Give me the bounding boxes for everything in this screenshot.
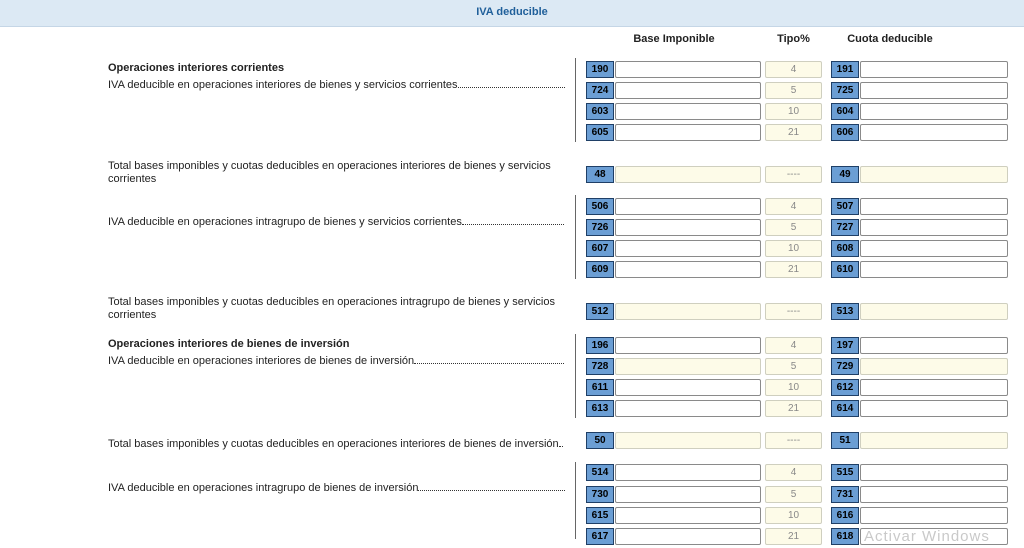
box-code: 730 xyxy=(586,486,614,503)
box-code: 190 xyxy=(586,61,614,78)
box-code: 607 xyxy=(586,240,614,257)
box-code: 48 xyxy=(586,166,614,183)
cuota-deducible-input[interactable] xyxy=(860,464,1008,481)
total-description: Total bases imponibles y cuotas deducibles en operaciones interiores de bienes de inversión xyxy=(108,438,563,451)
total-cuota-field xyxy=(860,303,1008,320)
box-code: 731 xyxy=(831,486,859,503)
box-code: 724 xyxy=(586,82,614,99)
section-description: IVA deducible en operaciones interiores de bienes y servicios corrientes xyxy=(108,79,565,92)
tipo-field: 10 xyxy=(765,103,822,120)
cuota-deducible-input[interactable] xyxy=(860,261,1008,278)
box-code: 49 xyxy=(831,166,859,183)
tipo-field: 5 xyxy=(765,82,822,99)
tipo-field: 4 xyxy=(765,337,822,354)
tipo-field: 21 xyxy=(765,261,822,278)
box-code: 609 xyxy=(586,261,614,278)
table-row xyxy=(0,464,1024,484)
tipo-field: 5 xyxy=(765,358,822,375)
total-cuota-field xyxy=(860,432,1008,449)
table-row xyxy=(0,400,1024,420)
table-row xyxy=(0,261,1024,281)
table-row xyxy=(0,219,1024,239)
table-row xyxy=(0,124,1024,144)
box-code: 605 xyxy=(586,124,614,141)
total-description: Total bases imponibles y cuotas deducibles en operaciones intragrupo de bienes y servicios corrientes xyxy=(108,296,555,321)
activation-watermark: Activar Windows xyxy=(864,528,990,545)
box-code: 618 xyxy=(831,528,859,545)
box-code: 50 xyxy=(586,432,614,449)
total-row xyxy=(0,432,1024,452)
tipo-field: 4 xyxy=(765,198,822,215)
tipo-field: 21 xyxy=(765,124,822,141)
base-imponible-input[interactable] xyxy=(615,486,761,503)
tipo-field: 5 xyxy=(765,486,822,503)
tipo-field: ---- xyxy=(765,432,822,449)
cuota-deducible-input[interactable] xyxy=(860,486,1008,503)
base-imponible-input[interactable] xyxy=(615,240,761,257)
table-row xyxy=(0,358,1024,378)
box-code: 513 xyxy=(831,303,859,320)
box-code: 615 xyxy=(586,507,614,524)
box-code: 617 xyxy=(586,528,614,545)
tipo-field: 4 xyxy=(765,61,822,78)
tipo-field: 21 xyxy=(765,400,822,417)
cuota-deducible-input[interactable] xyxy=(860,124,1008,141)
cuota-deducible-input[interactable] xyxy=(860,507,1008,524)
cuota-deducible-input[interactable] xyxy=(860,358,1008,375)
box-code: 616 xyxy=(831,507,859,524)
base-imponible-input[interactable] xyxy=(615,400,761,417)
section-heading: Operaciones interiores de bienes de inversión xyxy=(108,338,350,350)
table-row xyxy=(0,507,1024,527)
base-imponible-input[interactable] xyxy=(615,219,761,236)
base-imponible-input[interactable] xyxy=(615,198,761,215)
base-imponible-input[interactable] xyxy=(615,61,761,78)
base-imponible-input[interactable] xyxy=(615,124,761,141)
total-description: Total bases imponibles y cuotas deducibles en operaciones interiores de bienes y servicios corrientes xyxy=(108,160,551,185)
base-imponible-input[interactable] xyxy=(615,464,761,481)
cuota-deducible-input[interactable] xyxy=(860,103,1008,120)
box-code: 614 xyxy=(831,400,859,417)
base-imponible-input[interactable] xyxy=(615,507,761,524)
box-code: 603 xyxy=(586,103,614,120)
section-title: IVA deducible xyxy=(0,0,1024,27)
total-row xyxy=(0,166,1024,186)
total-base-field xyxy=(615,166,761,183)
box-code: 729 xyxy=(831,358,859,375)
cuota-deducible-input[interactable] xyxy=(860,82,1008,99)
total-base-field xyxy=(615,303,761,320)
base-imponible-input[interactable] xyxy=(615,358,761,375)
box-code: 197 xyxy=(831,337,859,354)
table-row xyxy=(0,198,1024,218)
base-imponible-input[interactable] xyxy=(615,528,761,545)
box-code: 604 xyxy=(831,103,859,120)
cuota-deducible-input[interactable] xyxy=(860,61,1008,78)
box-code: 515 xyxy=(831,464,859,481)
cuota-deducible-input[interactable] xyxy=(860,379,1008,396)
tipo-field: ---- xyxy=(765,166,822,183)
box-code: 728 xyxy=(586,358,614,375)
base-imponible-input[interactable] xyxy=(615,82,761,99)
section-description: IVA deducible en operaciones intragrupo de bienes y servicios corrientes xyxy=(108,216,564,229)
cuota-deducible-input[interactable] xyxy=(860,198,1008,215)
box-code: 514 xyxy=(586,464,614,481)
column-header-base: Base Imponible xyxy=(633,33,715,45)
box-code: 612 xyxy=(831,379,859,396)
total-row xyxy=(0,303,1024,323)
box-code: 613 xyxy=(586,400,614,417)
box-code: 608 xyxy=(831,240,859,257)
box-code: 512 xyxy=(586,303,614,320)
cuota-deducible-input[interactable] xyxy=(860,240,1008,257)
box-code: 725 xyxy=(831,82,859,99)
column-header-tipo: Tipo% xyxy=(777,33,810,45)
total-base-field xyxy=(615,432,761,449)
section-description: IVA deducible en operaciones interiores de bienes de inversión xyxy=(108,355,564,368)
tipo-field: ---- xyxy=(765,303,822,320)
table-row xyxy=(0,337,1024,357)
tipo-field: 10 xyxy=(765,379,822,396)
box-code: 611 xyxy=(586,379,614,396)
table-row xyxy=(0,486,1024,506)
box-code: 506 xyxy=(586,198,614,215)
table-row xyxy=(0,82,1024,102)
tipo-field: 5 xyxy=(765,219,822,236)
column-header-cuota: Cuota deducible xyxy=(847,33,933,45)
tipo-field: 4 xyxy=(765,464,822,481)
box-code: 606 xyxy=(831,124,859,141)
table-row xyxy=(0,379,1024,399)
cuota-deducible-input[interactable] xyxy=(860,337,1008,354)
tipo-field: 21 xyxy=(765,528,822,545)
table-row xyxy=(0,103,1024,123)
base-imponible-input[interactable] xyxy=(615,103,761,120)
base-imponible-input[interactable] xyxy=(615,261,761,278)
table-row xyxy=(0,61,1024,81)
base-imponible-input[interactable] xyxy=(615,337,761,354)
box-code: 610 xyxy=(831,261,859,278)
tipo-field: 10 xyxy=(765,507,822,524)
total-cuota-field xyxy=(860,166,1008,183)
box-code: 726 xyxy=(586,219,614,236)
box-code: 727 xyxy=(831,219,859,236)
table-row xyxy=(0,240,1024,260)
cuota-deducible-input[interactable] xyxy=(860,219,1008,236)
section-description: IVA deducible en operaciones intragrupo de bienes de inversión xyxy=(108,482,565,495)
box-code: 191 xyxy=(831,61,859,78)
base-imponible-input[interactable] xyxy=(615,379,761,396)
section-heading: Operaciones interiores corrientes xyxy=(108,62,285,74)
cuota-deducible-input[interactable] xyxy=(860,400,1008,417)
tipo-field: 10 xyxy=(765,240,822,257)
box-code: 196 xyxy=(586,337,614,354)
box-code: 51 xyxy=(831,432,859,449)
box-code: 507 xyxy=(831,198,859,215)
